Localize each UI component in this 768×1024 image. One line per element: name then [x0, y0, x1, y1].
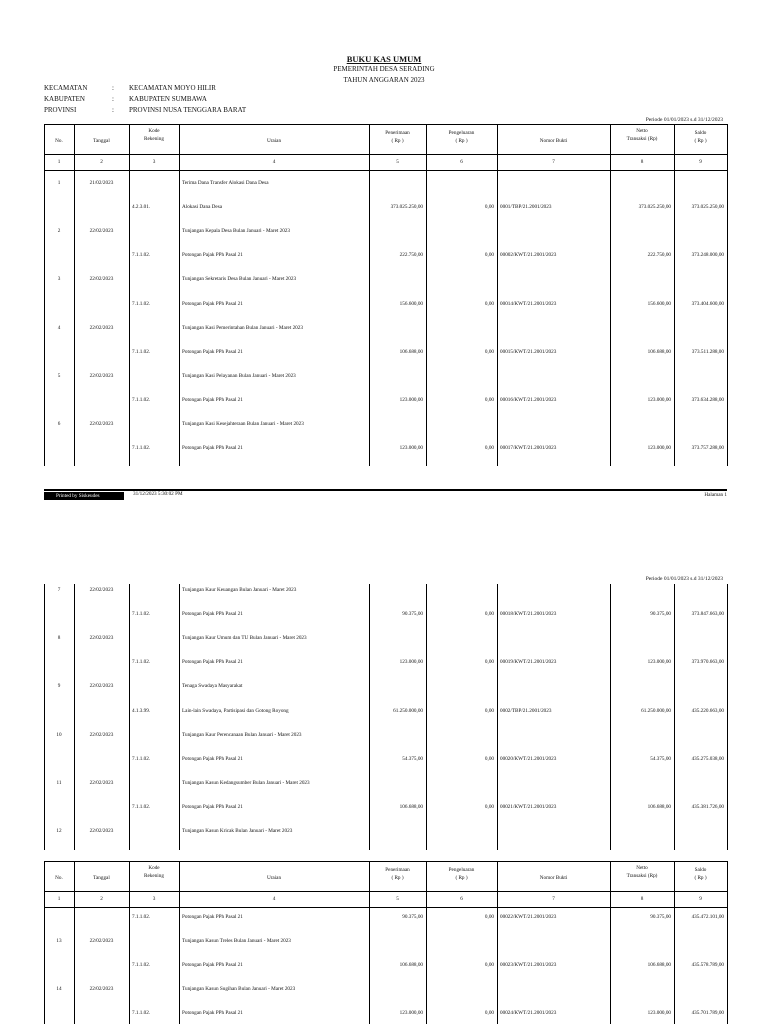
table-cell-no: 11 [56, 779, 62, 786]
table-cell-no: 4 [57, 324, 61, 331]
table-cell-kode: 7.1.1.02. [132, 755, 151, 762]
table-cell-tanggal: 22/02/2023 [89, 731, 114, 738]
table-cell-tanggal: 22/02/2023 [89, 635, 114, 642]
table-cell-penerimaan: 156.600,00 [399, 300, 423, 307]
column-number: 4 [272, 159, 276, 165]
table-cell-netto: 373.025.250,00 [638, 204, 671, 211]
table-cell-tanggal: 22/02/2023 [89, 938, 114, 945]
table-cell-penerimaan: 106.688,00 [399, 348, 423, 355]
table-cell-pengeluaran: 0,00 [484, 445, 494, 452]
table-cell-penerimaan: 373.025.250,00 [390, 204, 423, 211]
table-cell-uraian: Tunjangan Kasun Kedangsumber Bulan Januari - Maret 2023 [182, 779, 310, 786]
table-cell-bukti: 00024/KWT/21.2001/2023 [500, 1010, 557, 1017]
column-header: Nomor Bukti [539, 875, 568, 881]
column-divider [179, 584, 180, 850]
table-cell-bukti: 00014/KWT/21.2001/2023 [500, 300, 557, 307]
table-cell-saldo: 373.025.250,00 [691, 204, 724, 211]
table-rule [44, 124, 727, 125]
column-divider [426, 124, 427, 466]
table-cell-tanggal: 22/02/2023 [89, 986, 114, 993]
table-cell-penerimaan: 90.375,00 [402, 914, 423, 920]
table-cell-bukti: 00023/KWT/21.2001/2023 [500, 962, 557, 969]
column-divider [727, 124, 728, 466]
info-separator: : [112, 84, 114, 92]
table-cell-netto: 90.375,00 [650, 611, 671, 618]
table-cell-penerimaan: 106.688,00 [399, 962, 423, 969]
info-value: KECAMATAN MOYO HILIR [129, 84, 216, 92]
table-cell-kode: 7.1.1.02. [132, 659, 151, 666]
table-cell-saldo: 373.248.000,00 [691, 252, 724, 259]
column-header: Transaksi (Rp) [626, 136, 658, 142]
table-rule [44, 170, 727, 171]
table-cell-no: 14 [56, 986, 62, 993]
period-label: Periode 01/01/2023 s.d 31/12/2023 [645, 117, 723, 123]
table-cell-netto: 123.000,00 [647, 659, 671, 666]
table-cell-kode: 7.1.1.02. [132, 300, 151, 307]
column-header: Kode [148, 865, 160, 871]
table-cell-penerimaan: 123.000,00 [399, 396, 423, 403]
table-cell-uraian: Potongan Pajak PPh Pasal 21 [182, 659, 243, 666]
info-value: KABUPATEN SUMBAWA [129, 95, 207, 103]
table-cell-uraian: Tunjangan Kaur Perencanaan Bulan Januari - Maret 2023 [182, 731, 302, 738]
table-cell-no: 10 [56, 731, 62, 738]
table-cell-kode: 7.1.1.02. [132, 914, 151, 920]
table-cell-bukti: 00002/KWT/21.2001/2023 [500, 252, 557, 259]
table-cell-pengeluaran: 0,00 [484, 707, 494, 714]
table-cell-uraian: Tunjangan Sekretaris Desa Bulan Januari - Maret 2023 [182, 276, 297, 283]
column-header: Rekening [144, 136, 164, 142]
table-cell-no: 1 [57, 180, 61, 186]
column-number: 3 [152, 896, 156, 902]
column-header: Saldo [694, 867, 707, 873]
column-divider [610, 124, 611, 466]
column-divider [179, 861, 180, 1024]
table-cell-netto: 61.250.000,00 [641, 707, 671, 714]
table-cell-uraian: Tunjangan Kaur Umum dan TU Bulan Januari - Maret 2023 [182, 635, 307, 642]
table-cell-uraian: Terima Dana Transfer Alokasi Dana Desa [182, 180, 269, 186]
table-cell-bukti: 00016/KWT/21.2001/2023 [500, 396, 557, 403]
table-cell-tanggal: 22/02/2023 [89, 372, 114, 379]
table-cell-saldo: 373.757.288,00 [691, 445, 724, 452]
column-divider [426, 584, 427, 850]
column-number: 7 [552, 896, 555, 902]
column-divider [497, 861, 498, 1024]
column-divider [129, 861, 130, 1024]
table-cell-no: 13 [56, 938, 62, 945]
table-cell-saldo: 435.701.789,00 [691, 1010, 724, 1017]
column-number: 8 [640, 159, 644, 165]
column-header: Uraian [266, 875, 282, 881]
table-cell-kode: 7.1.1.02. [132, 1010, 151, 1017]
column-number: 2 [100, 896, 103, 902]
column-divider [497, 124, 498, 466]
table-cell-saldo: 435.472.101,00 [691, 914, 724, 920]
column-divider [44, 584, 45, 850]
table-cell-saldo: 373.404.600,00 [691, 300, 724, 307]
table-cell-kode: 7.1.1.02. [132, 445, 151, 452]
column-divider [727, 861, 728, 1024]
table-cell-uraian: Tenaga Swadaya Masyarakat [182, 683, 243, 690]
table-cell-uraian: Tunjangan Kasun Treles Bulan Januari - Maret 2023 [182, 938, 291, 945]
table-cell-netto: 156.600,00 [647, 300, 671, 307]
table-cell-tanggal: 22/02/2023 [89, 228, 114, 235]
document-subtitle: PEMERINTAH DESA SERADING [333, 65, 435, 73]
column-divider [74, 584, 75, 850]
column-divider [369, 584, 370, 850]
column-header: Nomor Bukti [539, 138, 568, 144]
column-number: 4 [272, 896, 276, 902]
column-divider [129, 124, 130, 466]
column-number: 6 [460, 896, 463, 902]
info-key: PROVINSI [44, 106, 77, 114]
column-divider [426, 861, 427, 1024]
table-cell-no: 8 [57, 635, 61, 642]
column-header: Penerimaan [385, 130, 410, 136]
table-cell-pengeluaran: 0,00 [484, 348, 494, 355]
column-header: ( Rp ) [391, 138, 404, 144]
table-cell-uraian: Potongan Pajak PPh Pasal 21 [182, 348, 243, 355]
column-divider [44, 861, 45, 1024]
period-label-page-2: Periode 01/01/2023 s.d 31/12/2023 [645, 576, 723, 582]
column-divider [369, 861, 370, 1024]
info-key: KECAMATAN [44, 84, 88, 92]
table-cell-pengeluaran: 0,00 [484, 396, 494, 403]
table-cell-bukti: 00019/KWT/21.2001/2023 [500, 659, 557, 666]
table-cell-saldo: 435.275.038,00 [691, 755, 724, 762]
column-number: 1 [57, 159, 61, 165]
column-number: 5 [396, 896, 399, 902]
table-cell-uraian: Tunjangan Kaur Keuangan Bulan Januari - Maret 2023 [182, 587, 297, 593]
table-cell-netto: 90.375,00 [650, 914, 671, 920]
info-separator: : [112, 106, 114, 114]
column-number: 6 [460, 159, 463, 165]
table-cell-saldo: 435.220.663,00 [691, 707, 724, 714]
info-key: KABUPATEN [44, 95, 85, 103]
column-divider [674, 124, 675, 466]
table-cell-uraian: Tunjangan Kasun Sugihan Bulan Januari - Maret 2023 [182, 986, 296, 993]
table-cell-uraian: Potongan Pajak PPh Pasal 21 [182, 914, 243, 920]
table-rule [44, 154, 727, 155]
table-cell-netto: 123.000,00 [647, 445, 671, 452]
column-number: 7 [552, 159, 555, 165]
table-cell-penerimaan: 222.750,00 [399, 252, 423, 259]
column-divider [179, 124, 180, 466]
table-cell-uraian: Potongan Pajak PPh Pasal 21 [182, 755, 243, 762]
table-cell-netto: 106.688,00 [647, 348, 671, 355]
table-cell-bukti: 00020/KWT/21.2001/2023 [500, 755, 557, 762]
table-cell-uraian: Potongan Pajak PPh Pasal 21 [182, 300, 243, 307]
table-cell-saldo: 373.847.663,00 [691, 611, 724, 618]
table-cell-uraian: Potongan Pajak PPh Pasal 21 [182, 611, 243, 618]
info-separator: : [112, 95, 114, 103]
table-cell-kode: 7.1.1.02. [132, 396, 151, 403]
table-cell-netto: 106.688,00 [647, 962, 671, 969]
table-rule [44, 891, 727, 892]
table-cell-uraian: Potongan Pajak PPh Pasal 21 [182, 396, 243, 403]
table-cell-kode: 4.1.3.99. [132, 707, 151, 714]
table-cell-uraian: Potongan Pajak PPh Pasal 21 [182, 445, 243, 452]
table-cell-saldo: 373.634.288,00 [691, 396, 724, 403]
column-divider [610, 861, 611, 1024]
table-cell-kode: 7.1.1.02. [132, 252, 151, 259]
table-cell-penerimaan: 61.250.000,00 [393, 707, 423, 714]
table-cell-no: 6 [57, 421, 61, 427]
table-cell-pengeluaran: 0,00 [484, 1010, 494, 1017]
column-number: 8 [640, 896, 644, 902]
document-title: BUKU KAS UMUM [346, 54, 422, 64]
table-cell-tanggal: 21/02/2023 [89, 180, 114, 186]
table-cell-tanggal: 22/02/2023 [89, 683, 114, 690]
table-cell-kode: 7.1.1.02. [132, 803, 151, 810]
column-divider [74, 861, 75, 1024]
table-cell-pengeluaran: 0,00 [484, 755, 494, 762]
table-cell-uraian: Lain-lain Swadaya, Partisipasi dan Gotong Royong [182, 707, 289, 714]
table-cell-bukti: 00015/KWT/21.2001/2023 [500, 348, 557, 355]
table-cell-uraian: Tunjangan Kepala Desa Bulan Januari - Maret 2023 [182, 228, 290, 235]
column-header: Kode [148, 128, 160, 134]
table-cell-pengeluaran: 0,00 [484, 962, 494, 969]
column-header: No. [55, 138, 63, 144]
printed-by-badge: Printed by Siskeudes [44, 492, 124, 500]
table-cell-uraian: Alokasi Dana Desa [182, 204, 223, 211]
table-cell-penerimaan: 54.375,00 [402, 755, 423, 762]
column-number: 5 [396, 159, 399, 165]
table-cell-kode: 7.1.1.02. [132, 348, 151, 355]
fiscal-year: TAHUN ANGGARAN 2023 [343, 76, 425, 84]
column-header: Rekening [144, 873, 164, 879]
table-cell-uraian: Tunjangan Kasun Kricak Bulan Januari - Maret 2023 [182, 828, 293, 834]
column-header: ( Rp ) [455, 138, 468, 144]
table-cell-kode: 7.1.1.02. [132, 962, 151, 969]
column-header: Penerimaan [385, 867, 410, 873]
table-cell-saldo: 435.578.789,00 [691, 962, 724, 969]
column-header: Tanggal [93, 138, 110, 144]
column-divider [129, 584, 130, 850]
table-cell-bukti: 00021/KWT/21.2001/2023 [500, 803, 557, 810]
table-cell-tanggal: 22/02/2023 [89, 421, 114, 427]
table-cell-pengeluaran: 0,00 [484, 659, 494, 666]
column-divider [674, 584, 675, 850]
column-divider [497, 584, 498, 850]
column-divider [44, 124, 45, 466]
column-divider [74, 124, 75, 466]
column-header: Transaksi (Rp) [626, 873, 658, 879]
table-cell-uraian: Tunjangan Kasi Pelayanan Bulan Januari - Maret 2023 [182, 372, 296, 379]
table-cell-tanggal: 22/02/2023 [89, 828, 114, 834]
table-cell-bukti: 0002/TBP/21.2001/2023 [500, 707, 552, 714]
table-cell-tanggal: 22/02/2023 [89, 779, 114, 786]
table-cell-no: 3 [57, 276, 61, 283]
print-timestamp: 31/12/2023 5:30:02 PM [133, 491, 183, 497]
column-header: ( Rp ) [694, 875, 707, 881]
table-cell-no: 12 [56, 828, 62, 834]
column-header: Pengeluaran [448, 867, 475, 873]
column-header: Netto [636, 128, 648, 134]
table-cell-uraian: Tunjangan Kasi Pemerintahan Bulan Januari - Maret 2023 [182, 324, 303, 331]
table-cell-no: 9 [57, 683, 61, 690]
column-number: 9 [699, 896, 702, 902]
table-cell-netto: 123.000,00 [647, 396, 671, 403]
table-cell-saldo: 373.970.663,00 [691, 659, 724, 666]
column-header: Saldo [694, 130, 707, 136]
table-cell-uraian: Potongan Pajak PPh Pasal 21 [182, 962, 243, 969]
table-cell-uraian: Potongan Pajak PPh Pasal 21 [182, 1010, 243, 1017]
table-cell-uraian: Potongan Pajak PPh Pasal 21 [182, 252, 243, 259]
table-cell-penerimaan: 123.000,00 [399, 445, 423, 452]
table-cell-netto: 123.000,00 [647, 1010, 671, 1017]
column-divider [610, 584, 611, 850]
ledger-table-page-1 [44, 124, 727, 466]
table-cell-bukti: 00018/KWT/21.2001/2023 [500, 611, 557, 618]
table-cell-no: 7 [57, 587, 61, 593]
column-header: No. [55, 875, 63, 881]
table-cell-kode: 4.2.3.01. [132, 204, 151, 211]
column-header: ( Rp ) [455, 875, 468, 881]
column-divider [674, 861, 675, 1024]
table-cell-pengeluaran: 0,00 [484, 611, 494, 618]
column-number: 1 [57, 896, 61, 902]
page-number: Halaman 1 [704, 492, 727, 498]
info-value: PROVINSI NUSA TENGGARA BARAT [129, 106, 247, 114]
table-cell-tanggal: 22/02/2023 [89, 276, 114, 283]
table-cell-saldo: 373.511.288,00 [691, 348, 724, 355]
column-header: Tanggal [93, 875, 110, 881]
table-rule [44, 861, 727, 862]
column-header: ( Rp ) [391, 875, 404, 881]
column-number: 9 [699, 159, 702, 165]
table-cell-tanggal: 22/02/2023 [89, 324, 114, 331]
table-cell-bukti: 00017/KWT/21.2001/2023 [500, 445, 557, 452]
table-cell-no: 2 [57, 228, 61, 235]
table-rule [44, 907, 727, 908]
column-divider [369, 124, 370, 466]
column-number: 3 [152, 159, 156, 165]
table-cell-pengeluaran: 0,00 [484, 252, 494, 259]
table-cell-netto: 106.688,00 [647, 803, 671, 810]
column-number: 2 [100, 159, 103, 165]
table-cell-penerimaan: 123.000,00 [399, 659, 423, 666]
column-header: Netto [636, 865, 648, 871]
table-cell-pengeluaran: 0,00 [484, 300, 494, 307]
column-header: Pengeluaran [448, 130, 475, 136]
table-cell-bukti: 00022/KWT/21.2001/2023 [500, 914, 557, 920]
table-cell-penerimaan: 106.688,00 [399, 803, 423, 810]
table-cell-netto: 222.750,00 [647, 252, 671, 259]
column-header: ( Rp ) [694, 138, 707, 144]
table-cell-pengeluaran: 0,00 [484, 204, 494, 211]
table-cell-netto: 54.375,00 [650, 755, 671, 762]
table-cell-kode: 7.1.1.02. [132, 611, 151, 618]
table-cell-saldo: 435.381.726,00 [691, 803, 724, 810]
ledger-table-page-3 [44, 861, 727, 1024]
column-header: Uraian [266, 138, 282, 144]
table-cell-penerimaan: 90.375,00 [402, 611, 423, 618]
table-cell-pengeluaran: 0,00 [484, 914, 494, 920]
ledger-table-page-2 [44, 584, 727, 850]
table-cell-tanggal: 22/02/2023 [89, 587, 114, 593]
table-cell-no: 5 [57, 372, 61, 379]
table-cell-penerimaan: 123.000,00 [399, 1010, 423, 1017]
table-cell-uraian: Tunjangan Kasi Kesejahteraan Bulan Januari - Maret 2023 [182, 421, 304, 427]
table-cell-pengeluaran: 0,00 [484, 803, 494, 810]
column-divider [727, 584, 728, 850]
table-cell-bukti: 0001/TBP/21.2001/2023 [500, 204, 552, 211]
table-cell-uraian: Potongan Pajak PPh Pasal 21 [182, 803, 243, 810]
